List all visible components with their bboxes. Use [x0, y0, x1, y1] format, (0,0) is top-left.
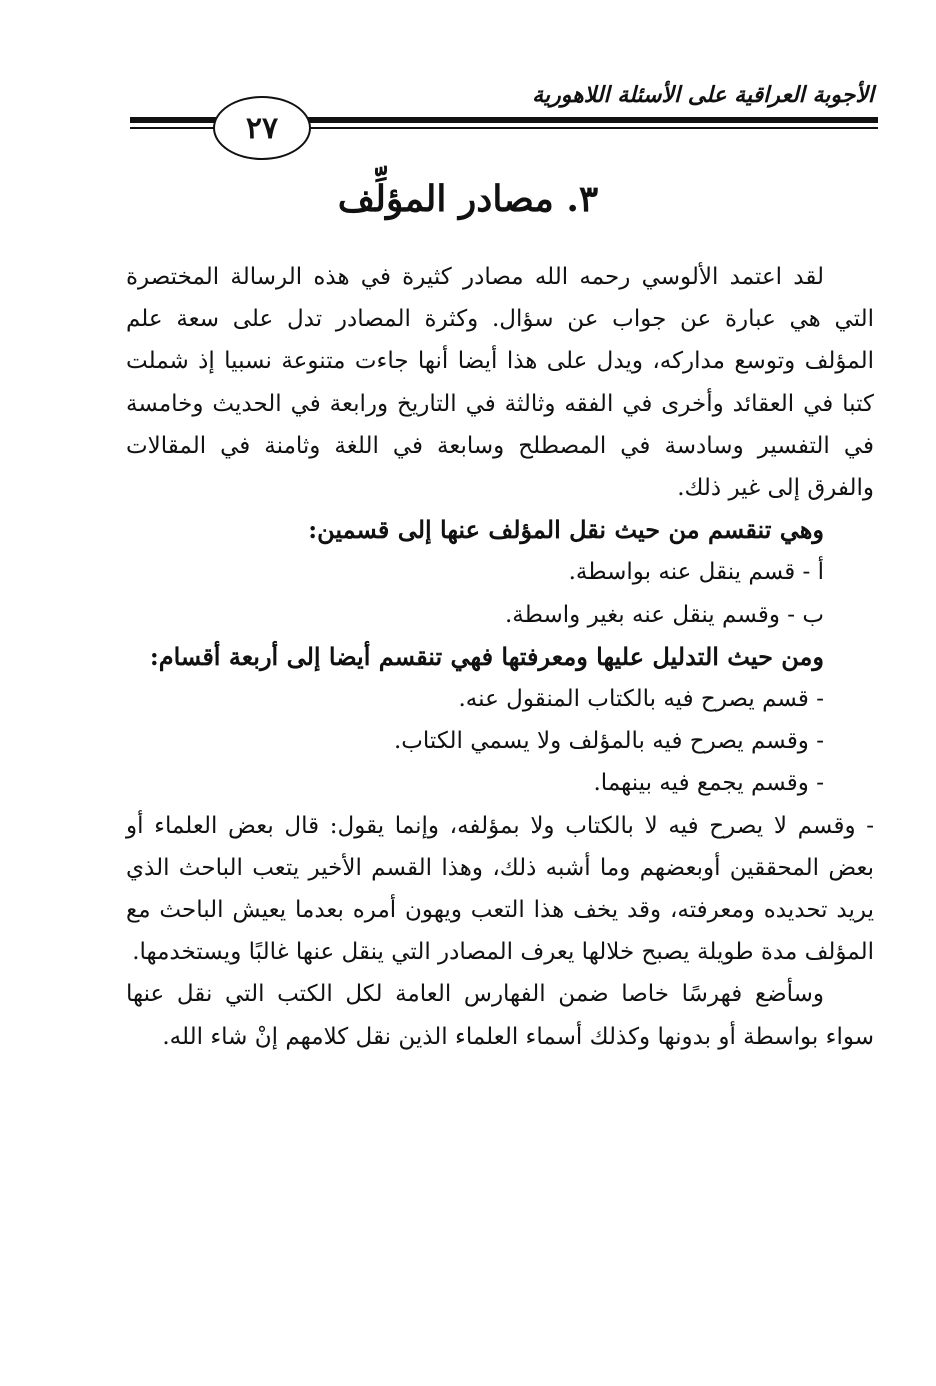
section-title: ٣. مصادر المؤلِّف [337, 178, 599, 220]
list-item-3: - وقسم يجمع فيه بينهما. [593, 770, 824, 797]
citation-heading: ومن حيث التدليل عليها ومعرفتها فهي تنقسم أيضا إلى أربعة أقسام: [149, 641, 824, 671]
running-head-title: الأجوبة العراقية على الأسئلة اللاهورية [532, 82, 874, 108]
closing-paragraph: وسأضع فهرسًا خاصا ضمن الفهارس العامة لكل الكتب التي نقل عنها سواء بواسطة أو بدونها وكذلك أسماء العلماء الذين نقل كلامهم إنْ شاء الله. [126, 981, 874, 1050]
page-number: ٢٧ [213, 96, 311, 160]
list-item-4: - وقسم لا يصرح فيه لا بالكتاب ولا بمؤلفه، وإنما يقول: قال بعض العلماء أو بعض المحققين أوبعضهم وما أشبه ذلك، وهذا القسم الأخير يتعب الباحث الذي يريد تحديده ومعرفته، وقد يخف هذا التعب ويهون أمره بعدما يعيش الباحث مع المؤلف مدة طويلة يصبح خلالها يعرف المصادر التي ينقل عنها غالبًا ويستخدمها. [126, 812, 874, 966]
list-item-b: ب - وقسم ينقل عنه بغير واسطة. [504, 601, 824, 628]
list-item-1: - قسم يصرح فيه بالكتاب المنقول عنه. [458, 686, 824, 713]
list-item-a: أ - قسم ينقل عنه بواسطة. [568, 559, 824, 586]
body-text [126, 256, 874, 1058]
transfer-heading: وهي تنقسم من حيث نقل المؤلف عنها إلى قسمين: [308, 515, 824, 545]
list-item-2: - وقسم يصرح فيه بالمؤلف ولا يسمي الكتاب. [393, 728, 824, 755]
intro-paragraph: لقد اعتمد الألوسي رحمه الله مصادر كثيرة في هذه الرسالة المختصرة التي هي عبارة عن جواب عن سؤال. وكثرة المصادر تدل على سعة علم المؤلف وتوسع مداركه، ويدل على هذا أيضا أنها جاءت متنوعة نسبيا إذ شملت كتبا في العقائد وأخرى في الفقه وثالثة في التاريخ ورابعة في الحديث وخامسة في التفسير وسادسة في المصطلح وسابعة في اللغة وثامنة في المقالات والفرق إلى غير ذلك. [126, 264, 874, 502]
